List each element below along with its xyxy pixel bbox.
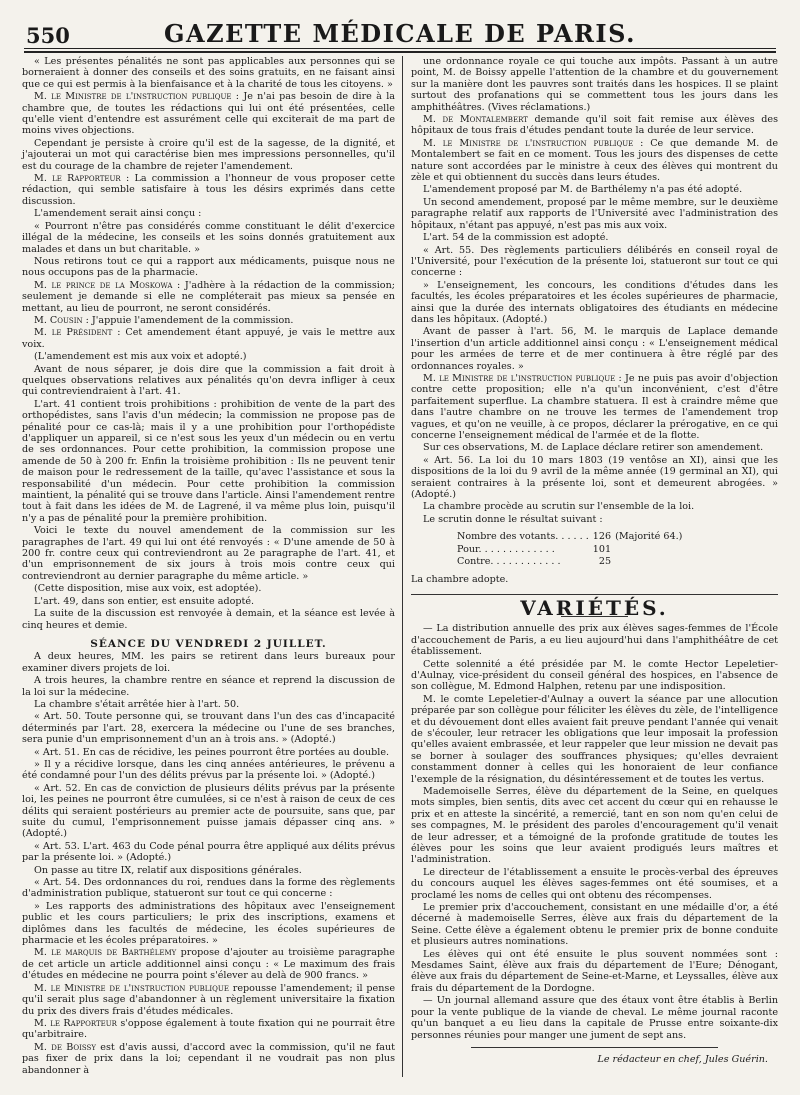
paragraph [22,399,395,524]
varietes-body [411,623,778,1041]
paragraph [411,326,778,372]
paragraph [411,114,778,137]
paragraph-text: Nous retirons tout ce qui a rapport aux médicaments, puisque nous ne nous occupons pas de la pharmacie. [22,255,395,279]
paragraph-text: » Il y a récidive lorsque, dans les cinq années antérieures, le prévenu a été condamné pour l'un des délits prévus par la présente loi. » (Adopté.) [22,758,395,782]
adoption-line: La chambre adopte. [411,574,509,586]
session-continuation [411,56,778,525]
paragraph-text: Un second amendement, proposé par le même membre, sur le deuxième paragraphe relatif aux rapports de l'Université avec l'administration des hôpitaux, n'étant pas appuyé, n'est pas mis aux voix. [411,196,778,231]
header-rule-thick [24,51,776,53]
paragraph [411,280,778,326]
varietes-paragraph: Le directeur de l'établissement a ensuite le procès-verbal des épreuves du concours auquel les élèves sages-femmes ont été soumises, et a proclamé les noms de celles qui ont obtenu des récompenses. [411,866,778,901]
speaker-name: M. le Rapporteur : [34,173,130,185]
vote-row [457,531,686,543]
header-rule [24,48,776,49]
paragraph [22,351,395,362]
paragraph-text: L'amendement proposé par M. de Barthélemy n'a pas été adopté. [423,184,743,196]
paragraph-text: demande qu'il soit fait remise aux élèves des hôpitaux de tous frais d'études pendant toute la durée de leur service. [411,114,779,137]
paragraph [22,221,395,255]
paragraph [411,514,778,525]
paragraph [22,711,395,745]
paragraph [22,583,395,594]
paragraph [411,245,778,279]
paragraph-text: Sur ces observations, M. de Laplace déclare retirer son amendement. [423,442,764,454]
paragraph [22,608,395,631]
paragraph-text: (L'amendement est mis aux voix et adopté.) [34,351,247,363]
paragraph [411,501,778,512]
section-divider [411,594,778,595]
paragraph [22,651,395,674]
paragraph-text: Cependant je persiste à croire qu'il est de la sagesse, de la dignité, et j'ajouterai un mot qui caractérise bien mes impressions personnelles, qu'il est du courage de la chambre de rejeter l'amendement. [22,137,395,172]
paragraph-text: La suite de la discussion est renvoyée à demain, et la séance est levée à cinq heures et demie. [22,608,395,631]
speaker-name: M. le Président : [34,327,121,339]
varietes-paragraph: Les élèves qui ont été ensuite le plus souvent nommées sont : Mesdames Saint, élève aux frais du département de l'Eure; Dénogant, élève aux frais du département de Seine-et-Marne, et Leyssalles, élève aux frais du département de la Dordogne. [411,948,778,994]
paragraph-text: J'appuie l'amendement de la commission. [88,314,294,326]
vote-label: Pour. . . . . . . . . . . . . [457,543,555,555]
speaker-name: M. le Ministre de l'instruction publique : [423,372,622,384]
paragraph [22,1042,395,1076]
paragraph-text: « Art. 50. Toute personne qui, se trouvant dans l'un des cas d'incapacité déterminés par l'art. 28, exercera la médecine ou l'une de ses branches, sera punie d'un emprisonnement d'un an à trois ans. » (Adopté.) [22,711,395,746]
paragraph-text: « Art. 54. Des ordonnances du roi, rendues dans la forme des règlements d'administration publique, statueront sur tout ce qui concerne : [22,877,395,900]
paragraph [411,373,778,441]
paragraph [22,865,395,876]
paragraph-text: La commission a l'honneur de vous proposer cette rédaction, qui semble satisfaire à tous les désirs exprimés dans cette discussion. [22,173,395,207]
vote-note [615,556,686,568]
paragraph [411,232,778,243]
paragraph-text: La chambre s'était arrêtée hier à l'art. 50. [34,698,240,710]
paragraph-text: A deux heures, MM. les pairs se retirent dans leurs bureaux pour examiner divers projets de loi. [22,651,395,674]
speaker-name: M. de Montalembert [423,114,528,126]
speaker-name: M. le Rapporteur [34,1017,117,1029]
paragraph [22,947,395,981]
paragraph [22,747,395,758]
speaker-name: M. le Ministre de l'instruction publique : [423,137,644,149]
paragraph-text: » Les rapports des administrations des hôpitaux avec l'enseignement public et les cours particuliers; le prix des inscriptions, examens et diplômes dans les facultés de médecine, les écoles supérieures de pharmacie et les écoles préparatoires. » [22,900,395,947]
varietes-paragraph: — La distribution annuelle des prix aux élèves sages-femmes de l'École d'accouchement de Paris, a eu lieu aujourd'hui dans l'amphithéâtre de cet établissement. [411,623,778,658]
paragraph-text: L'art. 54 de la commission est adopté. [423,232,609,244]
paragraph-text: Ce que demande M. de Montalembert se fait en ce moment. Tous les jours des dispenses de cette nature sont accordées par le ministre à ceux des élèves qui montrent du zèle et qui obtiennent du succès dans leurs études. [411,137,778,184]
paragraph [22,138,395,172]
paragraph-text: J'adhère à la rédaction de la commission; seulement je demande si elle ne compléterait pas mieux sa pensée en mettant, au lieu de pourront, ne seront considérés. [22,279,395,314]
paragraph [411,442,778,453]
paragraph [22,364,395,398]
paragraph [22,877,395,900]
paragraph [22,208,395,219]
paragraph [22,56,395,90]
varietes-heading: VARIÉTÉS. [520,595,669,620]
vote-row [457,544,686,556]
speaker-name: M. Cousin : [34,314,89,326]
vote-label: Contre. . . . . . . . . . . . [457,556,561,568]
paragraph-text: La chambre procède au scrutin sur l'ensemble de la loi. [423,501,695,513]
varietes-paragraph: M. le comte Lepeletier-d'Aulnay a ouvert la séance par une allocution préparée par son collègue pour féliciter les élèves du zèle, de l'intelligence et du dévouement dont elles avaient fait preuve pendant l'année qui venait de s'écouler, leur retracer les obligations que leur imposait la profession qu'elles avaient embrassée, et leur rappeler que leur mission ne devait pas se borner à soulager des souffrances physiques; qu'elles devraient constamment donner à celles qui les honoraient de leur confiance l'exemple de la résignation, du désintéressement et de toutes les vertus. [411,693,778,785]
paragraph [22,675,395,698]
vote-row [457,556,686,568]
paragraph-text: propose d'ajouter au troisième paragraphe de cet article un article additionnel ainsi conçu : « Le maximum des frais d'études en médecine ne pourra point s'élever au delà de 900 francs. » [22,947,395,982]
paragraph-text: (Cette disposition, mise aux voix, est adoptée). [34,583,262,595]
left-column [22,56,395,1077]
paragraph-text: repousse l'amendement; il pense qu'il serait plus sage d'abandonner à un règlement universitaire la fixation du prix des divers frais d'études médicales. [22,982,395,1017]
paragraph-text: « Art. 53. L'art. 463 du Code pénal pourra être appliqué aux délits prévus par la présente loi. » (Adopté.) [22,840,395,864]
paragraph-text: Voici le texte du nouvel amendement de la commission sur les paragraphes de l'art. 49 qui lui ont été renvoyés : « D'une amende de 50 à 200 fr. contre ceux qui contreviendront au 2e paragraphe de l'art. 41, et d'un emprisonnement de six jours à trois mois contre ceux qui contreviendront au dernier paragraphe du même article. » [22,525,395,582]
right-column [411,56,778,1066]
paragraph [22,280,395,314]
paragraph-text: « Art. 51. En cas de récidive, les peines pourront être portées au double. [34,746,390,758]
editor-signature: Le rédacteur en chef, Jules Guérin. [597,1053,768,1065]
paragraph [22,759,395,782]
paragraph [22,256,395,279]
journal-title: GAZETTE MÉDICALE DE PARIS. [164,19,636,48]
page-number: 550 [26,23,70,48]
paragraph-text: A trois heures, la chambre rentre en séance et reprend la discussion de la loi sur la médecine. [22,675,395,698]
vote-value: 101 [592,543,612,555]
paragraph-text: Je n'ai pas besoin de dire à la chambre que, de toutes les rédactions qui lui ont été présentées, celle qu'elle vient d'entendre est assurément celle qui exciterait de ma part de moins vives objections. [22,91,395,137]
paragraph-text: s'oppose également à toute fixation qui ne pourrait être qu'arbitraire. [22,1017,395,1041]
speaker-name: M. le Ministre de l'instruction publique [34,982,229,994]
paragraph [411,455,778,501]
paragraph-text: « Art. 52. En cas de conviction de plusieurs délits prévus par la présente loi, les peines ne pourront être cumulées, si ce n'est à raison de ceux de ces délits qui seraient postérieurs au premier acte de poursuite, sans que, par suite du cumul, l'emprisonnement puisse jamais dépasser cinq ans. » (Adopté.) [22,782,395,840]
varietes-paragraph: Mademoiselle Serres, élève du département de la Seine, en quelques mots simples, bien sentis, dits avec cet accent du cœur qui en rehausse le prix et en atteste la sincérité, a remercié, tant en son nom qu'en celui de ses compagnes, M. le président des paroles d'encouragement qu'il venait de leur adresser, et a témoigné de la profonde gratitude de toutes les élèves pour les soins que leur avaient prodigués leurs maîtres et l'administration. [411,785,778,866]
paragraph-text: « Art. 55. Des règlements particuliers délibérés en conseil royal de l'Université, pour l'exécution de la présente loi, statueront sur tout ce qui concerne : [411,244,778,279]
speaker-name: M. le prince de la Moskowa : [34,279,181,291]
speaker-name: M. le marquis de Barthélemy [34,947,177,959]
paragraph-text: On passe au titre IX, relatif aux dispositions générales. [34,864,302,876]
paragraph [411,138,778,184]
speaker-name: M. de Boissy [34,1041,96,1053]
varietes-paragraph: Cette solennité a été présidée par M. le comte Hector Lepeletier-d'Aulnay, vice-président du conseil général des hospices, en l'absence de son collègue, M. Edmond Halphen, retenu par une indisposition. [411,658,778,693]
paragraph-text: Cet amendement étant appuyé, je vais le mettre aux voix. [22,327,395,350]
paragraph-text: L'art. 41 contient trois prohibitions : prohibition de vente de la part des orthopédistes, sans l'avis d'un médecin; la commission ne propose pas de pénalité pour ce cas-là; mais il y a une prohibition pour l'orthopédiste d'appliquer un appareil, si ce n'est sous les yeux d'un médecin ou en vertu de ses ordonnances. Pour cette prohibition, la commission propose une amende de 50 à 200 fr. Enfin la troisième prohibition : Ils ne peuvent tenir de maison pour le redressement de la taille, qu'avec l'assistance et sous la responsabilité d'un médecin. Pour cette prohibition la commission maintient, la pénalité qui se trouve dans l'article. Ainsi l'amendement rentre tout à fait dans les idées de M. de Lagrené, il va même plus loin, puisqu'il n'y a pas de pénalité pour la première prohibition. [22,398,395,524]
vote-note: (Majorité 64.) [615,531,683,543]
paragraph-text: est d'avis aussi, d'accord avec la commission, qu'il ne faut pas fixer de prix dans la loi; cependant il ne voudrait pas non plus abandonner à [22,1041,395,1076]
paragraph [22,1018,395,1041]
paragraph-text: « Pourront n'être pas considérés comme constituant le délit d'exercice illégal de la médecine, les conseils et les soins donnés gratuitement aux malades et dans un but charitable. » [22,220,395,255]
paragraph [411,184,778,195]
vote-value: 25 [598,556,612,568]
paragraph [22,525,395,582]
paragraph [22,315,395,326]
signature-rule [471,1047,718,1048]
paragraph-text: L'amendement serait ainsi conçu : [34,208,202,220]
paragraph-text: une ordonnance royale ce qui touche aux impôts. Passant à un autre point, M. de Boissy appelle l'attention de la chambre et du gouvernement sur la manière dont les pauvres sont traités dans les hospices. Il se plaint surtout des profanations qui se commettent tous les jours dans les amphithéâtres. (Vives réclamations.) [411,56,778,113]
paragraph [22,91,395,137]
paragraph [22,596,395,607]
paragraph [22,173,395,207]
page-header [26,12,774,46]
vote-value: 126 [592,531,612,543]
paragraph [22,699,395,710]
paragraph-text: « Les présentes pénalités ne sont pas applicables aux personnes qui se borneraient à donner des conseils et des soins gratuits, en ne faisant ainsi que ce qui est permis à la bienfaisance et à la charité de tous les citoyens. » [22,56,395,90]
vote-results-table [457,531,686,568]
paragraph [411,56,778,113]
paragraph-text: Avant de passer à l'art. 56, M. le marquis de Laplace demande l'insertion d'un article additionnel ainsi conçu : « L'enseignement médical pour les armées de terre et de mer continuera à être réglé par des ordonnances royales. » [411,326,778,372]
paragraph-text: Le scrutin donne le résultat suivant : [423,513,603,525]
column-divider [402,56,403,1077]
paragraph-text: L'art. 49, dans son entier, est ensuite adopté. [34,595,255,607]
paragraph-text: Avant de nous séparer, je dois dire que la commission a fait droit à quelques observations relatives aux pénalités qu'on devra infliger à ceux qui contreviendraient à l'art. 41. [22,363,395,398]
paragraph [22,841,395,864]
paragraph [22,327,395,350]
paragraph [411,197,778,231]
paragraph-text: » L'enseignement, les concours, les conditions d'études dans les facultés, les écoles préparatoires et les écoles supérieures de pharmacie, ainsi que la durée des internats obligatoires des étudiants en médecine dans les hôpitaux. (Adopté.) [411,279,778,325]
paragraph [22,983,395,1017]
vote-note [615,544,686,556]
paragraph [22,783,395,840]
paragraph-text: « Art. 56. La loi du 10 mars 1803 (19 ventôse an XI), ainsi que les dispositions de la loi du 9 avril de la même année (19 germinal an XI), qui seraient contraires à la présente loi, sont et demeurent abrogées. » (Adopté.) [411,454,778,501]
paragraph-text: Je ne puis pas avoir d'objection contre cette proposition; elle n'a qu'un inconvénient, c'est d'être parfaitement superflue. La chambre statuera. Il est à craindre même que dans l'autre chambre on ne trouve les termes de l'amendement trop vagues, et qu'on ne veuille, à ce propos, déclarer la prérogative, en ce qui concerne l'enseignement médical de l'armée et de la flotte. [411,372,778,441]
varietes-paragraph: — Un journal allemand assure que des étaux vont être établis à Berlin pour la vente publique de la viande de cheval. Le même journal raconte qu'un banquet a eu lieu dans la capitale de Prusse entre soixante-dix personnes réunies pour manger une jument de sept ans. [411,995,778,1041]
paragraph [22,901,395,947]
speaker-name: M. le Ministre de l'instruction publique : [34,91,240,103]
varietes-paragraph: Le premier prix d'accouchement, consistant en une médaille d'or, a été décerné à mademoiselle Serres, élève aux frais du département de la Seine. Cette élève a également obtenu le premier prix de bonne conduite et plusieurs autres nominations. [411,902,778,948]
session-heading: SÉANCE DU VENDREDI 2 JUILLET. [90,637,327,650]
vote-label: Nombre des votants. . . . . . [457,531,589,543]
